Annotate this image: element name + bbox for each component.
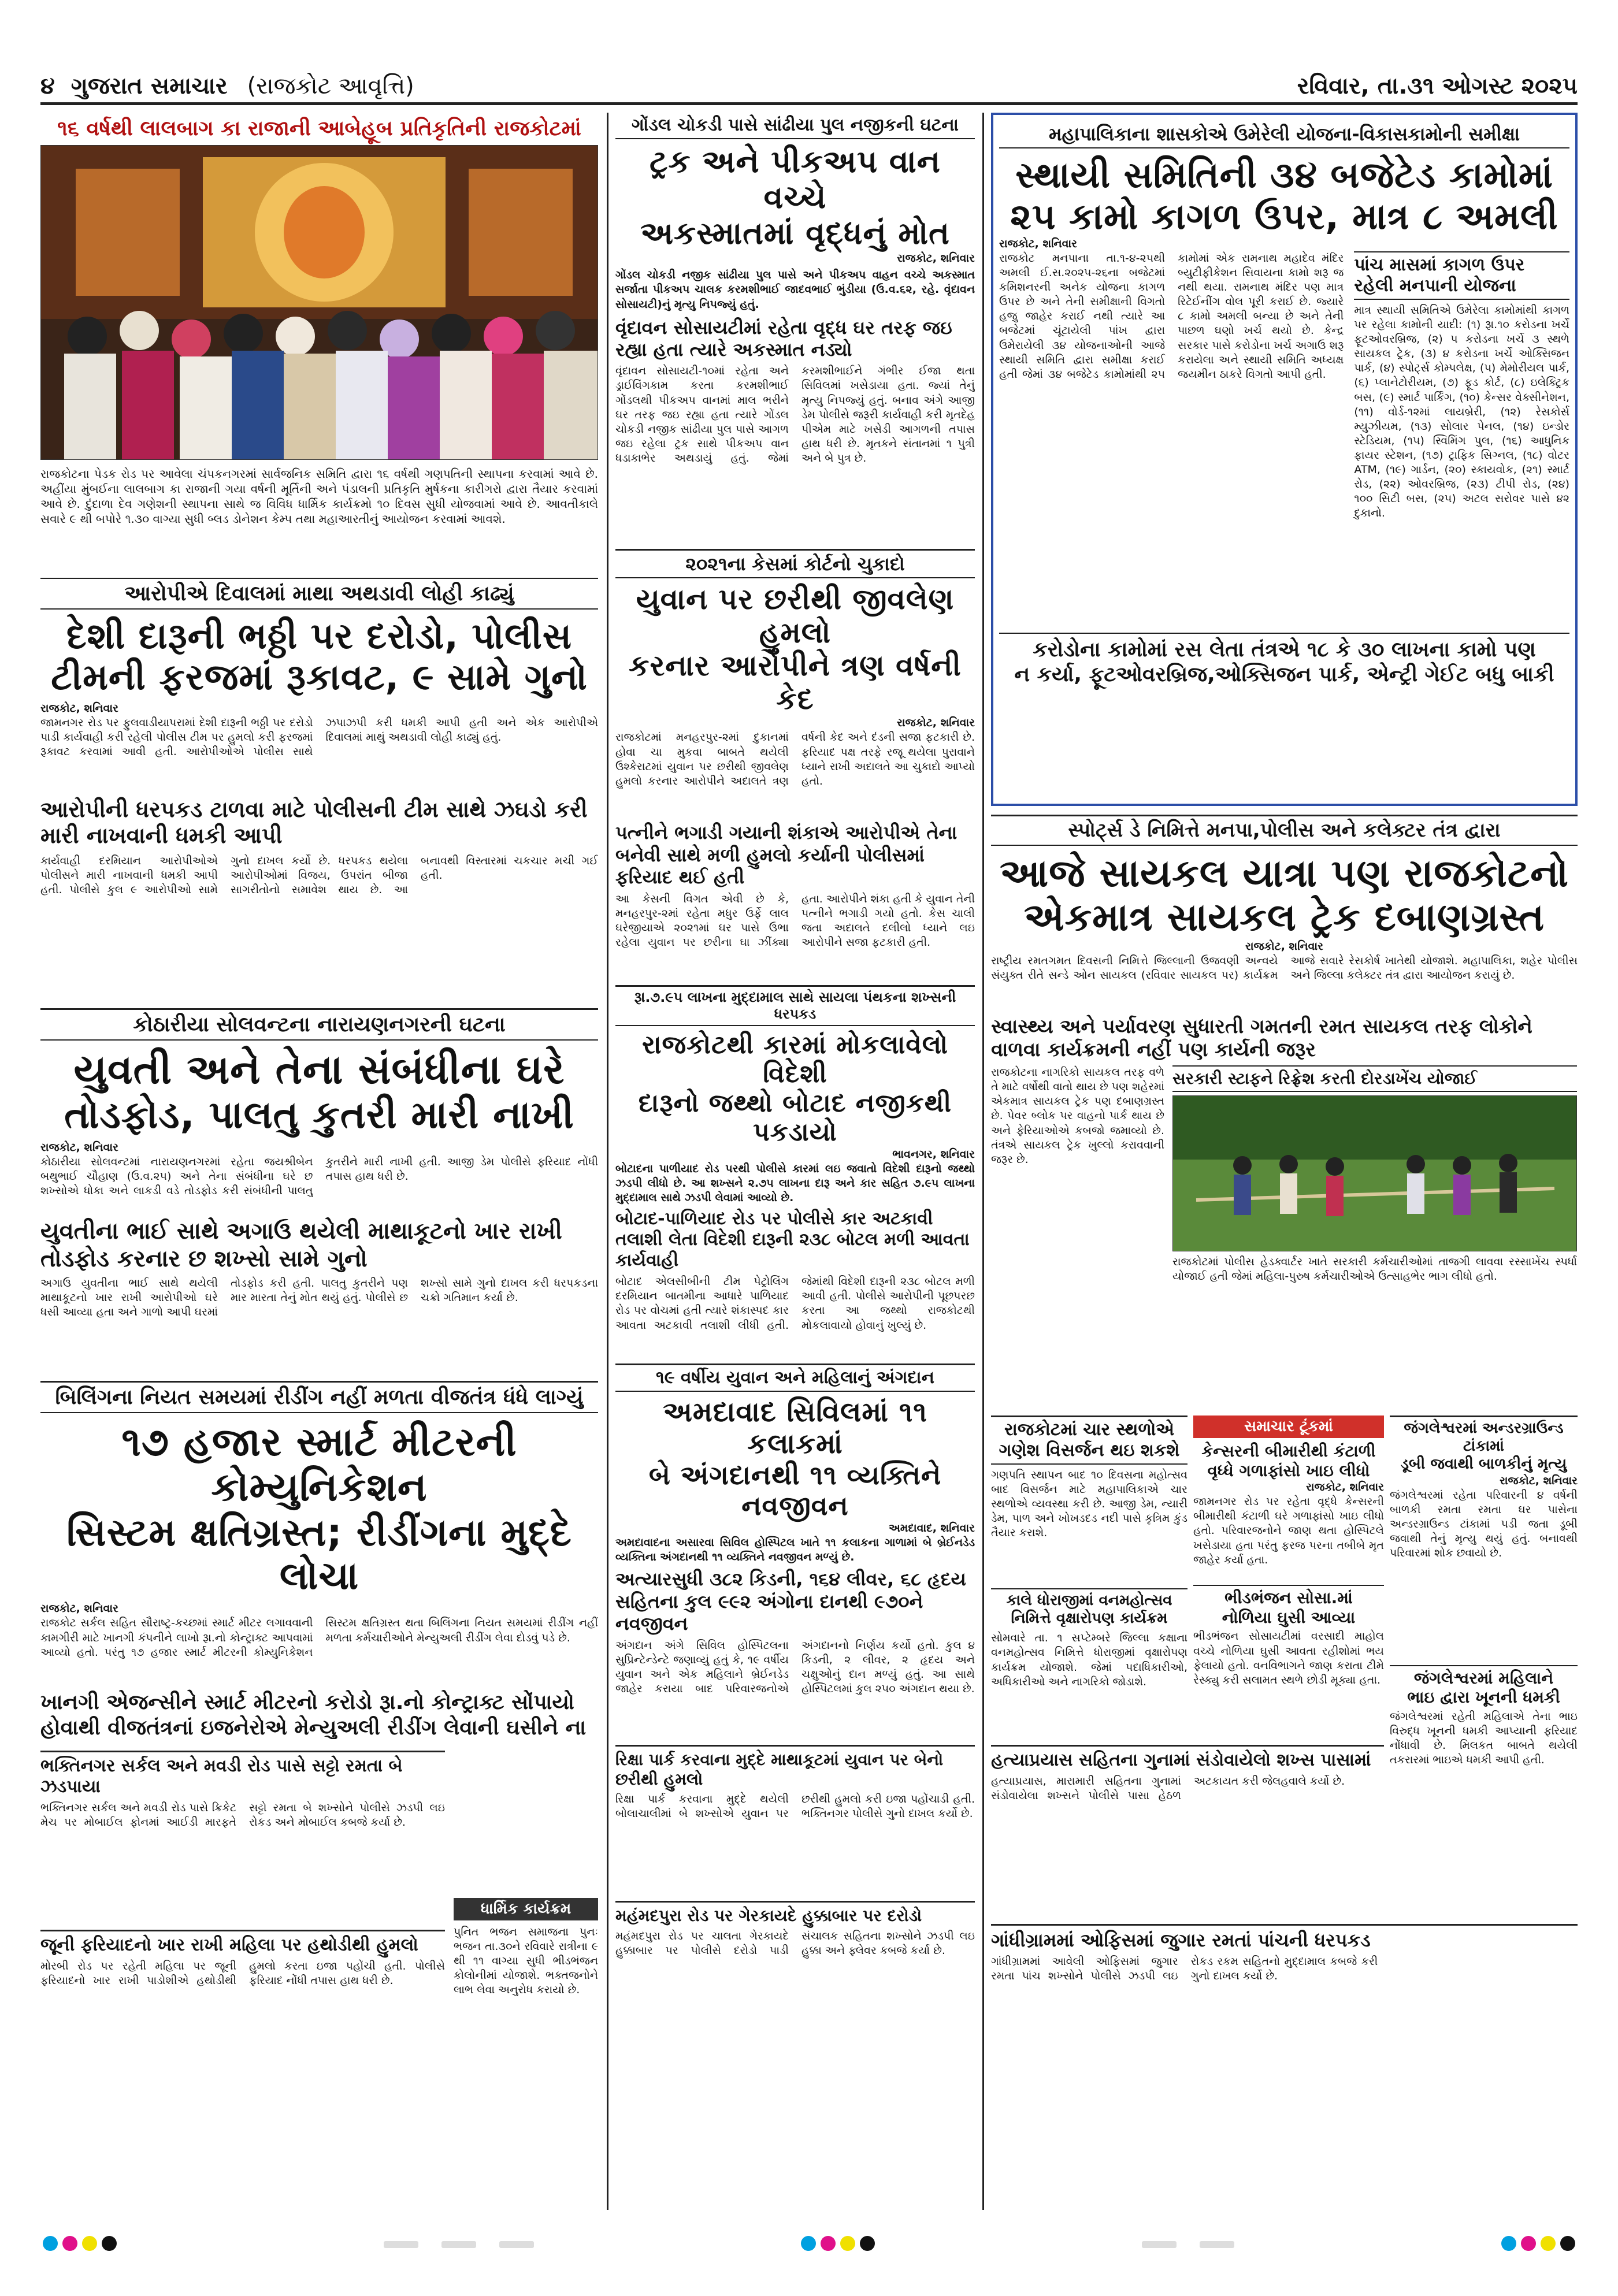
section-tag: ધાર્મિક કાર્યક્રમ <box>454 1898 598 1920</box>
article-body: જંગલેશ્વરમાં રહેતા પરિવારની ૪ વર્ષની બાળકી રમતા રમતા ઘર પાસેના અન્ડરગ્રાઉન્ડ ટાંકામાં પડી જતા ડૂબી જવાથી તેનું મૃત્યુ થયું હતું. બનાવથી પરિવારમાં શોક છવાયો છે. <box>1390 1488 1578 1559</box>
article-body: પુનિત ભજન સમાજના પુનઃ ભજન તા.૩૦ને રવિવારે રાત્રીના ૯ થી ૧૧ વાગ્યા સુધી ભીડભંજન કોલોનીમાં યોજાશે. ભક્તજનોને લાભ લેવા અનુરોધ કરાયો છે. <box>454 1926 598 1997</box>
article-body-2: અગાઉ યુવતીના ભાઈ સાથે થયેલી માથાકૂટનો ખાર રાખી આરોપીઓ ઘરે ધસી આવ્યા હતા અને ગાળો આપી ઘરમાં તોડફોડ કરી હતી. પાલતુ કુતરીને પણ માર મારતા તેનું મોત થયું હતું. પોલીસે છ શખ્સો સામે ગુનો દાખલ કરી ધરપકડના ચક્રો ગતિમાન કર્યા છે. <box>40 1276 598 1318</box>
kicker-2: કાલે ધોરાજીમાં વનમહોત્સવ <box>991 1588 1187 1610</box>
article-body: રાજકોટ સર્કલ સહિત સૌરાષ્ટ્ર-કચ્છમાં સ્માર્ટ મીટર લગાવવાની કામગીરી માટે ખાનગી કંપનીને લાખો રૂા.નો કોન્ટ્રાક્ટ આપવામાં આવ્યો હતો. પરંતુ ૧૭ હજાર સ્માર્ટ મીટરની કોમ્યુનિકેશન સિસ્ટમ ક્ષતિગ્રસ્ત થતા બિલિંગના નિયત સમયમાં રીડીંગ નહીં મળતા કર્મચારીઓને મેન્યુઅલી રીડીંગ લેવા દોડવું પડે છે. <box>40 1617 598 1659</box>
lead: ગોંડલ ચોકડી નજીક સાંઢીયા પુલ પાસે અને પીકઅપ વાહન વચ્ચે અકસ્માત સર્જાતા પીકઅપ ચાલક કરમશીભાઈ જાદવભાઈ ભુંડીયા (ઉ.વ.૬૨, રહે. વૃંદાવન સોસાયટી)નું મૃત્યુ નિપજ્યું હતું. <box>615 269 975 311</box>
paper-name: ગુજરાત સમાચાર <box>70 72 228 99</box>
article-budget-review <box>991 113 1578 806</box>
kicker: કોઠારીયા સોલવન્ટના નારાયણનગરની ઘટના <box>40 1008 598 1041</box>
page-number: ૪ <box>40 72 55 99</box>
headline-1: દેશી દારૂની ભઠ્ઠી પર દરોડો, પોલીસ <box>66 615 572 657</box>
article-body: રાજકોટ મનપાના તા.૧-૪-૨૫થી અમલી ઈ.સ.૨૦૨૫-૨૬ના બજેટમાં કમિશનરની અનેક યોજના કાગળ ઉપર છે અને તેની સમીક્ષાની વિગતો હજુ જાહેર કરાઈ નથી ત્યારે આ બજેટમાં ચૂંટાયેલી પાંખ દ્વારા ઉમેરાયેલી ૩૪ યોજનાઓની આજે સ્થાયી સમિતિ દ્વારા સમીક્ષા કરાઈ હતી જેમાં ૩૪ બજેટેડ કામોમાંથી ૨૫ કામોમાં એક રામનાથ મહાદેવ મંદિર બ્યુટીફીકેશન સિવાયના કામો શરૂ જ નથી થયા. રામનાથ મંદિર પણ માત્ર રિટેઈનીંગ વોલ પૂરી કરાઈ છે. જ્યારે ૮ કામો અમલી બન્યા છે અને તેની પાછળ ઘણો ખર્ચ થયો છે. કેન્દ્ર સરકાર પાસે કરોડોના ખર્ચ અગાઉ શરૂ કરાયેલા અને સ્થાયી સમિતિ અધ્યક્ષ જયમીન ઠાકરે વિગતો આપી હતી. <box>999 252 1344 381</box>
dateline: રાજકોટ, શનિવાર <box>40 701 118 715</box>
headline-1: કેન્સરની બીમારીથી કંટાળી <box>1201 1441 1376 1461</box>
headline-1: અમદાવાદ સિવિલમાં ૧૧ કલાકમાં <box>663 1396 927 1461</box>
headline-1: જંગલેશ્વરમાં અન્ડરગ્રાઉન્ડ ટાંકામાં <box>1390 1416 1578 1455</box>
article-body-2: સોમવારે તા. ૧ સપ્ટેમ્બરે જિલ્લા કક્ષાના વનમહોત્સવ નિમિત્તે ધોરાજીમાં વૃક્ષારોપણ કાર્યક્રમ યોજાશે. જેમાં પદાધિકારીઓ, અધિકારીઓ અને નાગરિકો જોડાશે. <box>991 1632 1187 1688</box>
photo-caption: રાજકોટના પેડક રોડ પર આવેલા ચંપકનગરમાં સાર્વજનિક સમિતિ દ્વારા ૧૬ વર્ષથી ગણપતિની સ્થાપના કરવામાં આવે છે. અહીંયા મુંબઈના લાલબાગ કા રાજાની ગયા વર્ષની મૂર્તિની અને પંડાલની પ્રતિકૃતિ મુર્ષકના કારીગરો દ્વારા તૈયાર કરવામાં આવે છે. દુંદાળા દેવ ગણેશની સ્થાપના સાથે જ વિવિધ ધાર્મિક કાર્યક્રમો ૧૦ દિવસ સુધી યોજવામાં આવે છે. આવતીકાલે સવારે ૯ થી બપોરે ૧.૩૦ વાગ્યા સુધી બ્લડ ડોનેશન કેમ્પ તથા મહાઆરતીનું આયોજન કરવામાં આવશે. <box>40 467 598 526</box>
article-hookah-raid <box>615 1901 975 2161</box>
headline-2: તોડફોડ, પાલતુ કુતરી મારી નાખી <box>64 1092 574 1137</box>
lead: અમદાવાદના અસારવા સિવિલ હોસ્પિટલ ખાતે ૧૧ કલાકના ગાળામાં બે બ્રેઈનડેડ વ્યક્તિના અંગદાનથી ૧૧ વ્યક્તિને નવજીવન મળ્યું છે. <box>615 1536 975 1564</box>
crowd-illustration <box>41 146 598 460</box>
color-bars <box>384 2241 534 2248</box>
dateline: રાજકોટ, શનિવાર <box>1500 1474 1578 1487</box>
dateline: રાજકોટ, શનિવાર <box>999 237 1077 250</box>
headline-2: બે અંગદાનથી ૧૧ વ્યક્તિને નવજીવન <box>648 1459 942 1522</box>
headline-2: નિમિત્તે વૃક્ષારોપણ કાર્યક્રમ <box>1011 1610 1168 1628</box>
kicker: ૧૯ વર્ષીય યુવાન અને મહિલાનું અંગદાન <box>615 1364 975 1392</box>
color-dots-left <box>40 2236 119 2253</box>
headline-4: ભાઇ દ્વારા ખૂનની ધમકી <box>1407 1688 1560 1707</box>
kicker: ગોંડલ ચોકડી પાસે સાંઢીયા પુલ નજીકની ઘટના <box>615 113 975 139</box>
kicker: સ્પોર્ટ્સ ડે નિમિત્તે મનપા,પોલીસ અને કલેક્ટર તંત્ર દ્વારા <box>991 815 1578 846</box>
dateline: અમદાવાદ, શનિવાર <box>888 1522 975 1535</box>
headline: ગાંધીગ્રામમાં ઓફિસમાં જુગાર રમતાં પાંચની ધરપકડ <box>991 1929 1371 1951</box>
headline-1: સ્થાયી સમિતિની ૩૪ બજેટેડ કામોમાં <box>1015 154 1553 196</box>
article-body: મહંમદપુરા રોડ પર ચાલતા ગેરકાયદે હુક્કાબાર પર પોલીસે દરોડો પાડી સંચાલક સહિતના શખ્સોને ઝડપી લઇ હુક્કા અને ફ્લેવર કબજે કર્યા છે. <box>615 1929 975 1957</box>
dateline: ભાવનગર, શનિવાર <box>892 1147 975 1161</box>
subheadline: બોટાદ-પાળિયાદ રોડ પર પોલીસે કાર અટકાવી તલાશી લેતા વિદેશી દારૂની ૨૩૮ બોટલ મળી આવતા કાર્યવાહી <box>615 1209 970 1271</box>
subheadline: ખાનગી એજન્સીને સ્માર્ટ મીટરનો કરોડો રૂા.નો કોન્ટ્રાક્ટ સોંપાયો હોવાથી વીજતંત્રનાં ઇજનેરોએ મેન્યુઅલી રીડીંગ લેવાની ઘસીને ના <box>40 1691 587 1739</box>
article-body-2: આ કેસની વિગત એવી છે કે, મનહરપુર-૨માં રહેતા મધુર ઉર્ફે લાલ ઘરેજીયાએ ૨૦૨૧માં ઘર પાસે ઉભા રહેલા યુવાન પર છરીના ઘા ઝીંક્યા હતા. આરોપીને શંકા હતી કે યુવાન તેની પત્નીને ભગાડી ગયો હતો. કેસ ચાલી જતા અદાલતે દલીલો ધ્યાને લઇ આરોપીને સજા ફટકારી હતી. <box>615 892 975 949</box>
article-body-2: કાર્યવાહી દરમિયાન આરોપીઓએ પોલીસને મારી નાખવાની ધમકી આપી હતી. પોલીસે કુલ ૯ આરોપીઓ સામે ગુનો દાખલ કર્યો છે. ધરપકડ થયેલા આરોપીઓમાં વિજય, ઉપરાંત બીજા સાગરીતોનો સમાવેશ થાય છે. આ બનાવથી વિસ્તારમાં ચકચાર મચી ગઈ હતી. <box>40 855 598 897</box>
dateline: રાજકોટ, શનિવાર <box>897 252 975 265</box>
subheadline: યુવતીના ભાઈ સાથે અગાઉ થયેલી માથાકૂટનો ખાર રાખી તોડફોડ કરનાર છ શખ્સો સામે ગુનો <box>40 1217 562 1272</box>
article-satta <box>40 1751 445 1924</box>
article-kothariya <box>40 1008 598 1372</box>
headline-2: ૨૫ કામો કાગળ ઉપર, માત્ર ૮ અમલી <box>1010 195 1558 237</box>
headline: રિક્ષા પાર્ક કરવાના મુદ્દે માથાકૂટમાં યુવાન પર બેનો છરીથી હુમલો <box>615 1750 944 1789</box>
article-court-verdict <box>615 549 975 976</box>
headline-1: યુવાન પર છરીથી જીવલેણ હુમલો <box>636 582 955 649</box>
article-body-2: જંગલેશ્વરમાં રહેતી મહિલાએ તેના ભાઇ વિરુદ્ધ ખૂનની ધમકી આપ્યાની ફરિયાદ નોંધાવી છે. મિલકત બાબતે થયેલી તકરારમાં ભાઇએ ધમકી આપી હતી. <box>1390 1710 1578 1767</box>
kicker: મહાપાલિકાના શાસકોએ ઉમેરેલી યોજના-વિકાસકામોની સમીક્ષા <box>999 121 1569 148</box>
article-rickshaw-attack <box>615 1745 975 1895</box>
kicker: આરોપીએ દિવાલમાં માથા અથડાવી લોહી કાઢ્યું <box>40 578 598 610</box>
headline: ગણેશ વિસર્જન થઇ શકશે <box>991 1440 1187 1465</box>
issue-date: રવિવાર, તા.૩૧ ઓગસ્ટ ૨૦૨૫ <box>1297 72 1578 99</box>
lead: બોટાદના પાળીયાદ રોડ પરથી પોલીસે કારમાં લઇ જવાતો વિદેશી દારૂનો જથ્થો ઝડપી લીધો છે. આ શખ્સને ૨.૭૫ લાખના દારૂ અને કાર સહિત ૭.૯૫ લાખના મુદ્દામાલ સાથે ઝડપી લેવામાં આવ્યો છે. <box>615 1162 975 1205</box>
article-organ-donation <box>615 1364 975 1733</box>
subheadline: વૃંદાવન સોસાયટીમાં રહેતા વૃદ્ધ ઘર તરફ જઇ રહ્યા હતા ત્યારે અકસ્માત નડ્યો <box>615 316 952 361</box>
edition: (રાજકોટ આવૃત્તિ) <box>247 72 414 99</box>
kicker: ૨૦૨૧ના કેસમાં કોર્ટનો ચુકાદો <box>615 549 975 578</box>
masthead <box>40 73 414 99</box>
article-body: ગાંધીગ્રામમાં આવેલી ઓફિસમાં જુગાર રમતા પાંચ શખ્સોને પોલીસે ઝડપી લઇ રોકડ રકમ સહિતનો મુદ્દામાલ કબજે કરી ગુનો દાખલ કર્યો છે. <box>991 1955 1378 1983</box>
project-list: માત્ર સ્થાયી સમિતિએ ઉમેરેલા કામોમાંથી કાગળ પર રહેલા કામોની યાદી: (૧) રૂા.૧૦ કરોડના ખર્ચે ફૂટઓવરબ્રિજ, (૨) પ કરોડના ખર્ચે ૩ સ્થળે સાયકલ ટ્રેક, (૩) ૪ કરોડના ખર્ચે ઓક્સિજન પાર્ક, (૪) સ્પોર્ટ્સ કોમ્પલેક્ષ, (૫) મેમોરીયલ પાર્ક, (૬) પ્લાનેટોરીયમ, (૭) ફૂડ કોર્ટ, (૮) ઇલેક્ટ્રિક બસ, (૯) સ્માર્ટ પાર્કિંગ, (૧૦) કેન્સર વેક્સીનેશન, (૧૧) વોર્ડ-૧૨માં લાયબ્રેરી, (૧૨) રેસકોર્સ મ્યુઝીયમ, (૧૩) સોલાર પેનલ, (૧૪) ઇન્ડોર સ્ટેડિયમ, (૧૫) સ્વિમિંગ પુલ, (૧૬) આધુનિક ફાયર સ્ટેશન, (૧૭) ટ્રાફિક સિગ્નલ, (૧૮) વોટર ATM, (૧૯) ગાર્ડન, (૨૦) સ્કાયવોક, (૨૧) સ્માર્ટ રોડ, (૨૨) ઓવરબ્રિજ, (૨૩) ટીપી રોડ, (૨૪) ૧૦૦ સિટી બસ, (૨૫) અટલ સરોવર પાસે ૪૨ દુકાનો. <box>1354 304 1569 520</box>
headline-1: ટ્રક અને પીકઅપ વાન વચ્ચે <box>650 143 941 216</box>
subheadline: સ્વાસ્થ્ય અને પર્યાવરણ સુધારતી ગમતની રમત સાયકલ તરફ લોકોને વાળવા કાર્યક્રમની નહીં પણ કાર્યની જરૂર <box>991 1015 1532 1062</box>
article-body-2: ભીડભંજન સોસાયટીમાં વરસાદી માહોલ વચ્ચે નોળિયા ઘુસી આવતા રહીશોમાં ભય ફેલાયો હતો. વનવિભાગને જાણ કરાતા ટીમે રેસ્ક્યુ કરી સલામત સ્થળે છોડી મૂક્યા હતા. <box>1193 1630 1384 1686</box>
headline-2: ડૂબી જવાથી બાળકીનું મૃત્યુ <box>1400 1455 1567 1473</box>
article-liquor-raid <box>40 578 598 994</box>
article-jangleshwar <box>1390 1416 1578 1889</box>
subheadline: પાંચ માસમાં કાગળ ઉપર રહેલી મનપાની યોજના <box>1354 251 1569 300</box>
article-body: જામનગર રોડ પર રહેતા વૃદ્ધે કેન્સરની બીમારીથી કંટાળી ઘરે ગળાફાંસો ખાઇ લીધો હતો. પરિવારજનોને જાણ થતા હોસ્પિટલે ખસેડાયા હતા પરંતુ ફરજ પરના તબીબે મૃત જાહેર કર્યા હતા. <box>1193 1495 1384 1566</box>
kicker: રૂા.૭.૯૫ લાખના મુદ્દામાલ સાથે સાયલા પંથકના શખ્સની ધરપકડ <box>615 985 975 1026</box>
color-dots-center <box>799 2236 877 2253</box>
ganesh-photo <box>40 145 598 460</box>
dateline: રાજકોટ, શનિવાર <box>40 1602 118 1615</box>
subheadline: આરોપીની ધરપકડ ટાળવા માટે પોલીસની ટીમ સાથે ઝઘડો કરી મારી નાખવાની ધમકી આપી <box>40 796 588 849</box>
article-body: રાજકોટના નાગરિકો સાયકલ તરફ વળે તે માટે વર્ષોથી વાતો થાય છે પણ શહેરમાં એકમાત્ર સાયકલ ટ્રેક પણ દબાણગ્રસ્ત છે. પેવર બ્લોક પર વાહનો પાર્ક થાય છે અને ફેરિયાઓએ કબજો જમાવ્યો છે. તંત્રએ સાયકલ ટ્રેક ખુલ્લો કરાવવાની જરૂર છે. <box>991 1066 1164 1166</box>
headline-1: રાજકોટથી કારમાં મોકલાવેલો વિદેશી <box>641 1030 949 1089</box>
headline-2: કરનાર આરોપીને ત્રણ વર્ષની કેદ <box>629 649 962 716</box>
short-news <box>1193 1416 1384 1739</box>
section-tag: સમાચાર ટૂંકમાં <box>1193 1416 1384 1438</box>
bottom-headline-2: ન કર્યા, ફૂટઓવરબ્રિજ,ઓક્સિજન પાર્ક, એન્ટ્રી ગેઈટ બધુ બાકી <box>1014 663 1554 687</box>
headline-1: આજે સાયકલ યાત્રા પણ રાજકોટનો <box>1000 850 1569 896</box>
article-ganesh <box>40 113 598 572</box>
headline-2: સિસ્ટમ ક્ષતિગ્રસ્ત; રીડીંગના મુદ્દે લોચા <box>66 1510 572 1599</box>
dateline: રાજકોટ, શનિવાર <box>1306 1481 1384 1494</box>
religious-event <box>454 1898 598 2161</box>
headline-2: અકસ્માતમાં વૃદ્ધનું મોત <box>640 215 950 252</box>
article-body: બોટાદ એલસીબીની ટીમ પેટ્રોલિંગ દરમિયાન બાતમીના આધારે પાળિયાદ રોડ પર વોચમાં હતી ત્યારે શંકાસ્પદ કાર આવતા અટકાવી તલાશી લીધી હતી. જેમાંથી વિદેશી દારૂની ૨૩૮ બોટલ મળી આવી હતી. પોલીસે આરોપીની પૂછપરછ કરતા આ જથ્થો રાજકોટથી મોકલાવાયો હોવાનું ખુલ્યું છે. <box>615 1275 975 1332</box>
headline: ભક્તિનગર સર્કલ અને મવડી રોડ પાસે સટ્ટો રમતા બે ઝડપાયા <box>40 1756 403 1797</box>
photo-caption: રાજકોટમાં પોલીસ હેડક્વાર્ટર ખાતે સરકારી કર્મચારીઓમાં તાજગી લાવવા રસ્સાખેંચ સ્પર્ધા યોજાઈ હતી જેમાં મહિલા-પુરુષ કર્મચારીઓએ ઉત્સાહભેર ભાગ લીધો હતો. <box>1172 1255 1577 1283</box>
tug-of-war-photo <box>1172 1095 1577 1251</box>
subheadline: અત્યારસુધી ૩૮૨ કિડની, ૧૬૪ લીવર, ૬૮ હૃદય સહિતના કુલ ૯૯૨ અંગોના દાનથી ૯૭૦ને નવજીવન <box>615 1568 966 1635</box>
headline-4: નોળિયા ઘુસી આવ્યા <box>1222 1607 1356 1627</box>
article-visarjan <box>991 1416 1187 1739</box>
article-body: જામનગર રોડ પર ફુલવાડીયાપરામાં દેશી દારૂની ભઠ્ઠી પર દરોડો પાડી કાર્યવાહી કરી રહેલી પોલીસ ટીમ પર હુમલો કરી ફરજમાં રૂકાવટ કરવામાં આવી હતી. આરોપીઓએ પોલીસ સાથે ઝપાઝપી કરી ધમકી આપી હતી અને એક આરોપીએ દિવાલમાં માથું અથડાવી લોહી કાઢ્યું હતું. <box>40 716 598 759</box>
color-bars-right <box>1142 2241 1234 2248</box>
article-body: રાજકોટમાં મનહરપુર-૨માં દુકાનમાં હોવા ચા મુકવા બાબતે થયેલી ઉશ્કેરાટમાં યુવાન પર છરીથી જીવલેણ હુમલો કરનાર આરોપીને અદાલતે ત્રણ વર્ષની કેદ અને દંડની સજા ફટકારી છે. ફરિયાદ પક્ષ તરફે રજૂ થયેલા પુરાવાને ધ્યાને રાખી અદાલતે આ ચુકાદો આપ્યો હતો. <box>615 731 975 787</box>
headline-1: યુવતી અને તેના સંબંધીના ઘરે <box>73 1046 565 1094</box>
article-body: રિક્ષા પાર્ક કરવાના મુદ્દે થયેલી બોલાચાલીમાં બે શખ્સોએ યુવાન પર છરીથી હુમલો કરી ઇજા પહોંચાડી હતી. ભક્તિનગર પોલીસે ગુનો દાખલ કર્યો છે. <box>615 1793 975 1821</box>
article-body: અંગદાન અંગે સિવિલ હોસ્પિટલના સુપ્રિન્ટેન્ડેન્ટે જણાવ્યું હતું કે, ૧૯ વર્ષીય યુવાન અને એક મહિલાને બ્રેઈનડેડ જાહેર કરાયા બાદ પરિવારજનોએ અંગદાનનો નિર્ણય કર્યો હતો. કુલ ૪ કિડની, ૨ લીવર, ૨ હૃદય અને ચક્ષુઓનું દાન મળ્યું હતું. આ સાથે હોસ્પિટલમાં કુલ ૨૫૦ અંગદાન થયા છે. <box>615 1639 975 1695</box>
kicker: બિલિંગના નિયત સમયમાં રીડીંગ નહીં મળતા વીજતંત્ર ધંધે લાગ્યું <box>40 1381 598 1413</box>
article-body: કોઠારીયા સોલવન્ટમાં નારાયણનગરમાં રહેતા જયશ્રીબેન બથુભાઈ ચૌહાણ (ઉ.વ.૨૫) અને તેના સંબંધીના ઘરે છ શખ્સોએ ધોકા અને લાકડી વડે તોડફોડ કરી સંબંધીની પાલતુ કુતરીને મારી નાખી હતી. આજી ડેમ પોલીસે ફરિયાદ નોંધી તપાસ હાથ ધરી છે. <box>40 1155 598 1197</box>
headline-3: જંગલેશ્વરમાં મહિલાને <box>1390 1665 1578 1688</box>
box-headline: સરકારી સ્ટાફને રિફ્રેશ કરતી દોરડાખેંચ યોજાઈ <box>1172 1065 1577 1092</box>
headline: હત્યાપ્રયાસ સહિતના ગુનામાં સંડોવાયેલો શખ્સ પાસામાં <box>991 1750 1371 1770</box>
article-gambling <box>991 1924 1578 2161</box>
print-registration-marks <box>40 2233 1578 2256</box>
headline-2: દારૂનો જથ્થો બોટાદ નજીકથી પકડાયો <box>638 1088 952 1147</box>
article-cycle-yatra <box>991 815 1578 1407</box>
headline-1: ૧૭ હજાર સ્માર્ટ મીટરની કોમ્યુનિકેશન <box>121 1420 517 1511</box>
subheadline: પત્નીને ભગાડી ગયાની શંકાએ આરોપીએ તેના બનેવી સાથે મળી હુમલો કર્યાની પોલીસમાં ફરિયાદ થઈ હતી <box>615 822 958 889</box>
headline: જૂની ફરિયાદનો ખાર રાખી મહિલા પર હથોડીથી હુમલો <box>40 1935 418 1955</box>
bottom-headline-1: કરોડોના કામોમાં રસ લેતા તંત્રએ ૧૮ કે ૩૦ લાખના કામો પણ <box>999 633 1569 662</box>
headline-2: ટીમની ફરજમાં રૂકાવટ, ૯ સામે ગુનો <box>51 656 588 699</box>
article-hammer-attack <box>40 1930 445 2161</box>
article-pasa <box>991 1745 1384 1918</box>
color-dots-right <box>1499 2236 1578 2253</box>
headline: ૧૬ વર્ષથી લાલબાગ કા રાજાની આબેહૂબ પ્રતિકૃતિની રાજકોટમાં <box>40 113 598 170</box>
kicker: રાજકોટમાં ચાર સ્થળોએ <box>991 1416 1187 1440</box>
article-body: ભક્તિનગર સર્કલ અને મવડી રોડ પાસે ક્રિકેટ મેચ પર મોબાઈલ ફોનમાં આઈડી મારફતે સટ્ટો રમતા બે શખ્સોને પોલીસે ઝડપી લઇ રોકડ અને મોબાઈલ કબજે કર્યા છે. <box>40 1801 445 1829</box>
article-botad-liquor <box>615 985 975 1355</box>
tug-of-war-illustration <box>1173 1096 1577 1251</box>
headline: મહંમદપુરા રોડ પર ગેરકાયદે હુક્કાબાર પર દરોડો <box>615 1906 922 1925</box>
dateline: રાજકોટ, શનિવાર <box>897 716 975 730</box>
dateline: રાજકોટ, શનિવાર <box>1245 939 1323 953</box>
headline-2: વૃધ્ધે ગળાફાંસો ખાઇ લીધો <box>1207 1461 1370 1480</box>
headline-2: એકમાત્ર સાયકલ ટ્રેક દબાણગ્રસ્ત <box>1024 894 1545 939</box>
dateline: રાજકોટ, શનિવાર <box>40 1140 118 1154</box>
article-body: મોરબી રોડ પર રહેતી મહિલા પર જૂની ફરિયાદનો ખાર રાખી પાડોશીએ હથોડીથી હુમલો કરતા ઇજા પહોંચી હતી. પોલીસે ફરિયાદ નોંધી તપાસ હાથ ધરી છે. <box>40 1960 445 1987</box>
article-body: ગણપતિ સ્થાપન બાદ ૧૦ દિવસના મહોત્સવ બાદ વિસર્જન માટે મહાપાલિકાએ ચાર સ્થળોએ વ્યવસ્થા કરી છે. આજી ડેમ, ન્યારી ડેમ, પાળ અને ખોખડદડ નદી પાસે કૃત્રિમ કુંડ તૈયાર કરાશે. <box>991 1469 1187 1540</box>
article-body: હત્યાપ્રયાસ, મારામારી સહિતના ગુનામાં સંડોવાયેલા શખ્સને પોલીસે પાસા હેઠળ અટકાયત કરી જેલહવાલે કર્યો છે. <box>991 1775 1345 1803</box>
article-truck-accident <box>615 113 975 540</box>
article-body: વૃંદાવન સોસાયટી-૧૦માં રહેતા અને ડ્રાઈવિંગકામ કરતા કરમશીભાઈ ગોંડલથી પીકઅપ વાનમાં માલ ભરીને ઘર તરફ જઇ રહ્યા હતા ત્યારે ગોંડલ ચોકડી નજીક સાંઢીયા પુલ પાસે આગળ જઇ રહેલા ટ્રક સાથે પીકઅપ વાન ધડાકાભેર અથડાયું હતું. જેમાં કરમશીભાઈને ગંભીર ઈજા થતા સિવિલમાં ખસેડાયા હતા. જ્યાં તેનું મૃત્યુ નિપજ્યું હતું. બનાવ અંગે આજી ડેમ પોલીસે જરૂરી કાર્યવાહી કરી મૃતદેહ પીએમ માટે ખસેડી આગળની તપાસ હાથ ધરી છે. મૃતકને સંતાનમાં ૧ પુત્રી અને બે પુત્ર છે. <box>615 365 975 465</box>
headline-3: ભીડભંજન સોસા.માં <box>1193 1585 1384 1608</box>
lead: રાષ્ટ્રીય રમતગમત દિવસની નિમિત્તે જિલ્લાની ઉજવણી અન્વયે સંયુક્ત રીતે સન્ડે ઓન સાયકલ (રવિવાર સાયકલ પર) કાર્યક્રમ આજે સવારે રેસકોર્ષ ખાતેથી યોજાશે. મહાપાલિકા, શહેર પોલીસ અને જિલ્લા કલેક્ટર તંત્ર દ્વારા આયોજન કરાયું છે. <box>991 954 1578 982</box>
page-header <box>40 69 1578 105</box>
